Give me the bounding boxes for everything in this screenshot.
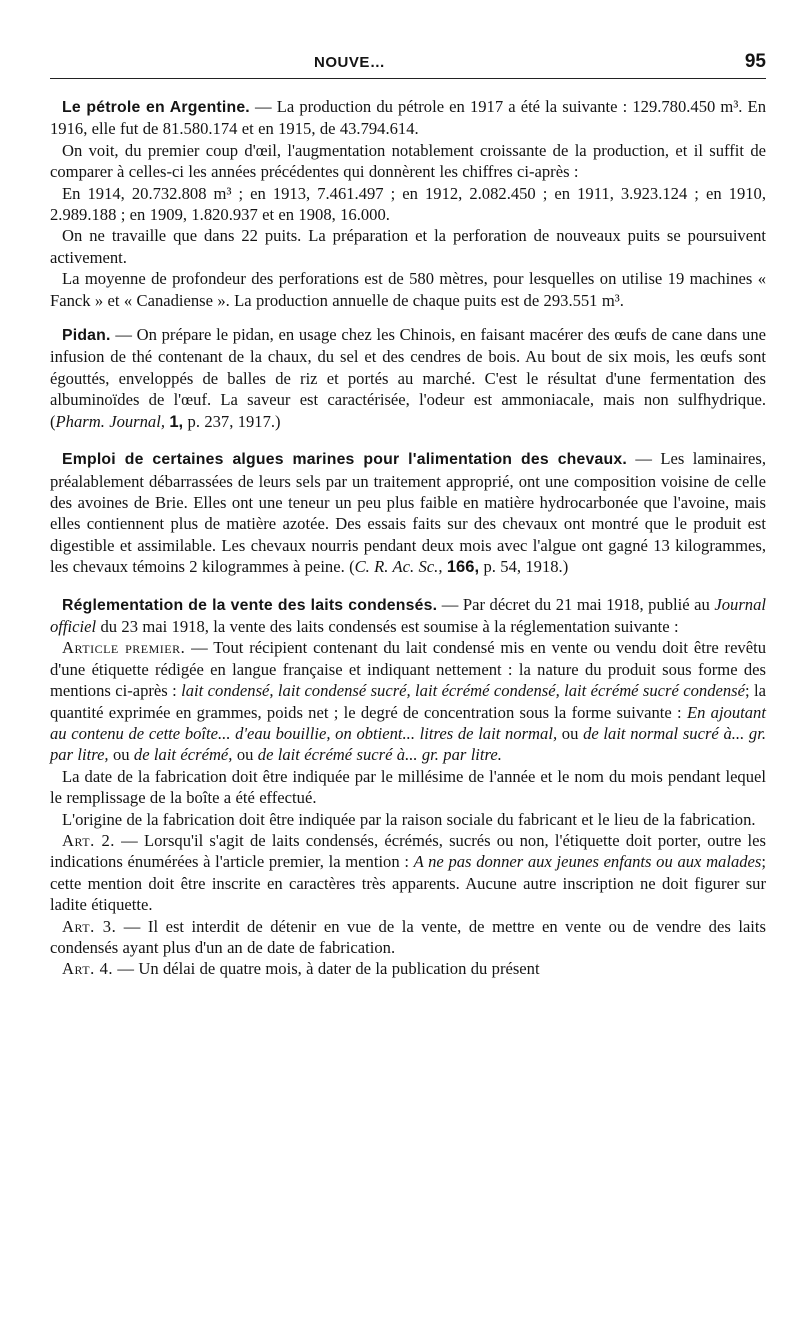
page-body — [50, 96, 766, 980]
article-3-label: Art. 3. — [62, 916, 117, 936]
algues-ref-rest: p. 54, 1918.) — [483, 557, 569, 577]
heading-algues: Emploi de certaines algues marines pour l'alimentation des chevaux. — [62, 451, 627, 469]
algues-ref-journal: C. R. Ac. Sc., — [354, 557, 443, 577]
article-2-text-b: ; cette mention doit être inscrite en caractères très apparents. Aucune autre inscription ne doit figurer sur ladite étiquette. — [50, 852, 767, 915]
article-2-mention: A ne pas donner aux jeunes enfants ou aux malades — [413, 852, 762, 872]
algues-ref-volume: 166, — [446, 557, 480, 577]
article-1-form-c: de lait écrémé, — [133, 745, 233, 765]
algues-text: — Les laminaires, préalablement débarrassées de leurs sels par un traitement approprié, ont une composition voisine de celle des avoines de Brie. Elles ont une teneur un peu plus faible en matière hydrocarbonée que l'avoine, mais elles contiennent plus de matière azotée. Des essais faits sur des chevaux ont montré que le produit est digestible et assimilable. Les chevaux nourris pendant deux mois avec l'algue ont gagné 13 kilogrammes, les chevaux témoins 2 kilogrammes à peine. ( — [50, 449, 766, 577]
page-header — [50, 51, 766, 80]
article-1-form-d: de lait écrémé sucré à... gr. par litre. — [257, 745, 502, 765]
algues-paragraph — [50, 448, 766, 577]
laits-intro-paragraph — [50, 594, 766, 638]
article-1-paragraph-3: L'origine de la fabrication doit être indiquée par la raison sociale du fabricant et le lieu de la fabrication. — [62, 809, 756, 829]
article-1-paragraph-2: La date de la fabrication doit être indiquée par le millésime de l'année et le nom du mois pendant lequel le remplissage de la boîte a été effectué. — [50, 766, 766, 808]
pidan-ref-journal: Pharm. Journal, — [55, 411, 165, 431]
article-1-paragraph — [50, 637, 766, 765]
article-1-text-a: — Tout récipient contenant du lait condensé mis en vente ou vendu doit être revêtu d'une étiquette rédigée en langue française et indiquant nettement : la nature du produit sous forme des mentions ci-après : — [50, 638, 766, 701]
article-1-mentions: lait condensé, lait condensé sucré, lait écrémé condensé, lait écrémé sucré condensé — [181, 681, 746, 701]
petrole-paragraph-2: On voit, du premier coup d'œil, l'augmentation notablement croissante de la production, et il suffit de comparer à celles-ci les années précédentes qui donnèrent les chiffres ci-après : — [50, 140, 766, 182]
pidan-paragraph — [50, 324, 766, 432]
petrole-paragraph-1 — [50, 96, 766, 140]
article-1-ou-1: ou — [561, 723, 579, 743]
article-4-text: — Un délai de quatre mois, à dater de la publication du présent — [117, 959, 540, 979]
petrole-text-1: — La production du pétrole en 1917 a été la suivante : 129.780.450 m³. En 1916, elle fut de 81.580.174 et en 1915, de 43.794.614. — [50, 97, 766, 139]
article-1-form-a: En ajoutant au contenu de cette boîte... d'eau bouillie, on obtient... litres de lait normal, — [50, 702, 766, 743]
article-1-label: Article premier. — [62, 638, 186, 658]
journal-page — [50, 0, 766, 1342]
article-3-paragraph — [50, 916, 766, 959]
article-2-text-a: — Lorsqu'il s'agit de laits condensés, écrémés, sucrés ou non, l'étiquette doit porter, outre les indications énumérées à l'article premier, la mention : — [50, 831, 766, 872]
heading-laits: Réglementation de la vente des laits condensés. — [62, 596, 438, 614]
article-1-form-b: de lait normal sucré à... gr. par litre, — [50, 723, 766, 765]
laits-intro-b: du 23 mai 1918, la vente des laits condensés est soumise à la réglementation suivante : — [100, 616, 679, 636]
laits-intro-a: — Par décret du 21 mai 1918, publié au — [441, 594, 710, 614]
laits-intro-journal: Journal officiel — [50, 594, 766, 636]
petrole-paragraph-3: En 1914, 20.732.808 m³ ; en 1913, 7.461.497 ; en 1912, 2.082.450 ; en 1911, 3.923.124 ; en 1910, 2.989.188 ; en 1909, 1.820.937 et en 1908, 16.000. — [50, 183, 766, 225]
article-2-paragraph — [50, 830, 766, 916]
running-title: NOUVE… — [314, 54, 386, 71]
article-1-text-b: ; la quantité exprimée en grammes, poids net ; le degré de concentration sous la forme suivante : — [50, 681, 766, 722]
article-1-ou-2: ou — [112, 745, 130, 765]
heading-pidan: Pidan. — [62, 327, 111, 345]
pidan-text: — On prépare le pidan, en usage chez les Chinois, en faisant macérer des œufs de cane dans une infusion de thé contenant de la chaux, du sel et des cendres de bois. Au bout de six mois, les œufs sont égouttés, enveloppés de balles de riz et portés au marché. C'est le résultat d'une fermentation des albuminoïdes de l'œuf. La saveur est caractérisée, l'odeur est ammoniacale, mais non sulfhydrique. ( — [50, 325, 766, 431]
petrole-paragraph-5: La moyenne de profondeur des perforations est de 580 mètres, pour lesquelles on utilise 19 machines « Fanck » et « Canadiense ». La production annuelle de chaque puits est de 293.551 m³. — [50, 269, 766, 310]
article-3-text: — Il est interdit de détenir en vue de la vente, de mettre en vente ou de vendre des laits condensés ayant plus d'un an de date de fabrication. — [50, 916, 766, 958]
article-2-label: Art. 2. — [62, 831, 115, 850]
article-1-ou-3: ou — [236, 745, 254, 765]
article-4-label: Art. 4. — [62, 959, 114, 979]
article-4-paragraph — [50, 958, 766, 979]
petrole-paragraph-4: On ne travaille que dans 22 puits. La préparation et la perforation de nouveaux puits se poursuivent activement. — [50, 226, 766, 267]
pidan-ref-rest: p. 237, 1917.) — [187, 411, 281, 431]
pidan-ref-volume: 1, — [169, 411, 184, 431]
heading-petrole: Le pétrole en Argentine. — [62, 99, 250, 116]
header-rule — [50, 78, 766, 79]
page-number: 95 — [744, 51, 766, 72]
